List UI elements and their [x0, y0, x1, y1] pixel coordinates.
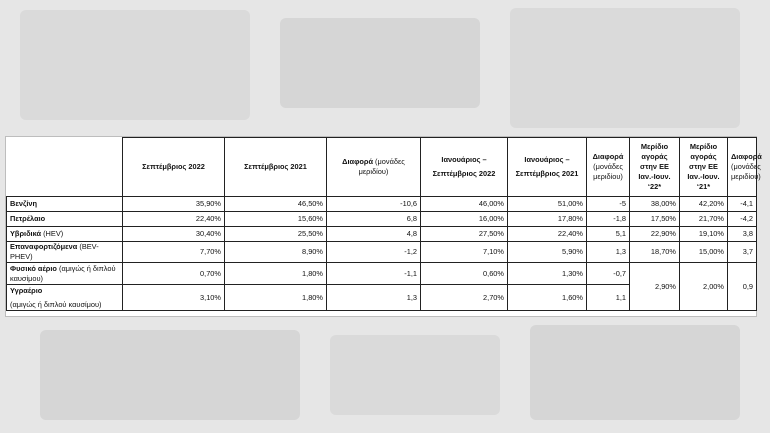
- cell-eu22: 38,00%: [630, 197, 680, 212]
- header-ytd2022-line2: Σεπτέμβριος 2022: [432, 169, 496, 178]
- cell-diff3: -4,1: [728, 197, 757, 212]
- cell-sep2021: 15,60%: [225, 212, 327, 227]
- cell-ytd2021: 1,60%: [508, 285, 587, 311]
- header-eu-share21: [680, 138, 728, 197]
- row-label-main: Υβριδικά: [10, 229, 42, 238]
- cell-diff3: -4,2: [728, 212, 757, 227]
- row-label-sub: (HEV): [43, 229, 64, 238]
- cell-ytd2021: 51,00%: [508, 197, 587, 212]
- header-eu21-l3: στην ΕΕ: [689, 162, 718, 171]
- cell-ytd2022: 2,70%: [421, 285, 508, 311]
- header-diff3-main: Διαφορά: [731, 152, 762, 161]
- fuel-share-table-image: [6, 137, 762, 316]
- cell-diff2: 5,1: [587, 227, 630, 242]
- cell-diff2: 1,3: [587, 242, 630, 263]
- cell-diff2: -0,7: [587, 263, 630, 285]
- header-ytd2021-line1: Ιανουάριος –: [524, 155, 570, 164]
- cell-ytd2022: 7,10%: [421, 242, 508, 263]
- header-diff2-sub: (μονάδες μεριδίου): [593, 162, 623, 181]
- cell-sep2021: 25,50%: [225, 227, 327, 242]
- cell-eu22: 17,50%: [630, 212, 680, 227]
- header-diff2: [587, 138, 630, 197]
- header-eu22-l2: αγοράς: [641, 152, 668, 161]
- header-diff3-sub: (μονάδες μεριδίου): [731, 162, 761, 181]
- header-ytd2021: [508, 138, 587, 197]
- cell-sep2021: 46,50%: [225, 197, 327, 212]
- header-eu21-l5: ‘21*: [696, 182, 711, 191]
- header-eu21-l1: Μερίδιο: [689, 142, 718, 151]
- row-label-sub: (αμιγώς ή διπλού καυσίμου): [10, 299, 102, 309]
- cell-ytd2022: 16,00%: [421, 212, 508, 227]
- cell-ytd2021: 22,40%: [508, 227, 587, 242]
- cell-diff2: -5: [587, 197, 630, 212]
- cell-ytd2022: 46,00%: [421, 197, 508, 212]
- cell-sep2022: 3,10%: [123, 285, 225, 311]
- cell-sep2021: 1,80%: [225, 285, 327, 311]
- header-ytd2022-line1: Ιανουάριος –: [441, 155, 487, 164]
- header-ytd2022: [421, 138, 508, 197]
- header-diff-sub: (μονάδες μεριδίου): [358, 157, 405, 176]
- row-label: [7, 263, 123, 285]
- cell-diff3: 3,7: [728, 242, 757, 263]
- cell-diff3: 3,8: [728, 227, 757, 242]
- header-eu-share22: [630, 138, 680, 197]
- table-row: [7, 227, 757, 242]
- table-row: [7, 263, 757, 285]
- row-label-sub: (αμιγώς ή διπλού καυσίμου): [10, 263, 116, 283]
- row-label-sub: (BEV-PHEV): [10, 242, 99, 261]
- header-row: [7, 138, 757, 197]
- cell-eu21: 19,10%: [680, 227, 728, 242]
- cell-sep2022: 7,70%: [123, 242, 225, 263]
- header-diff-main: Διαφορά: [342, 157, 373, 166]
- cell-sep2021: 1,80%: [225, 263, 327, 285]
- header-eu22-l5: ‘22*: [647, 182, 662, 191]
- header-diff3: [728, 138, 762, 197]
- cell-diff: -1,2: [327, 242, 421, 263]
- cell-sep2022: 35,90%: [123, 197, 225, 212]
- header-eu21-l2: αγοράς: [690, 152, 717, 161]
- cell-diff2: 1,1: [587, 285, 630, 311]
- cell-diff: 6,8: [327, 212, 421, 227]
- cell-diff: 4,8: [327, 227, 421, 242]
- cell-diff3-merged: 0,9: [728, 263, 757, 311]
- row-label-main: Φυσικό αέριο: [10, 263, 57, 273]
- table-row: [7, 197, 757, 212]
- table-row: [7, 242, 757, 263]
- cell-eu22: 22,90%: [630, 227, 680, 242]
- cell-eu22: 18,70%: [630, 242, 680, 263]
- header-sep2021: Σεπτέμβριος 2021: [225, 138, 327, 197]
- fuel-share-table: [6, 137, 762, 311]
- header-eu21-l4: Ιαν.-Ιουν.: [687, 172, 720, 181]
- header-sep2022: Σεπτέμβριος 2022: [123, 138, 225, 197]
- cell-sep2022: 0,70%: [123, 263, 225, 285]
- cell-eu21-merged: 2,00%: [680, 263, 728, 311]
- row-label-main: Υγραέριο: [10, 285, 43, 295]
- row-label: [7, 227, 123, 242]
- cell-diff: -10,6: [327, 197, 421, 212]
- header-eu22-l4: Ιαν.-Ιουν.: [638, 172, 671, 181]
- header-diff: [327, 138, 421, 197]
- cell-ytd2021: 17,80%: [508, 212, 587, 227]
- row-label-main: Επαναφορτιζόμενα: [10, 242, 78, 251]
- table-row: [7, 212, 757, 227]
- cell-eu22-merged: 2,90%: [630, 263, 680, 311]
- cell-eu21: 42,20%: [680, 197, 728, 212]
- header-diff2-main: Διαφορά: [592, 152, 624, 161]
- cell-sep2021: 8,90%: [225, 242, 327, 263]
- cell-ytd2022: 0,60%: [421, 263, 508, 285]
- cell-eu21: 21,70%: [680, 212, 728, 227]
- cell-diff: -1,1: [327, 263, 421, 285]
- header-ytd2021-line2: Σεπτέμβριος 2021: [515, 169, 579, 178]
- cell-diff2: -1,8: [587, 212, 630, 227]
- cell-sep2022: 30,40%: [123, 227, 225, 242]
- row-label: [7, 285, 123, 311]
- header-eu22-l1: Μερίδιο: [640, 142, 669, 151]
- header-corner: [7, 138, 123, 197]
- cell-ytd2021: 1,30%: [508, 263, 587, 285]
- cell-diff: 1,3: [327, 285, 421, 311]
- cell-eu21: 15,00%: [680, 242, 728, 263]
- cell-ytd2021: 5,90%: [508, 242, 587, 263]
- row-label: Βενζίνη: [7, 197, 123, 212]
- row-label: [7, 242, 123, 263]
- row-label: Πετρέλαιο: [7, 212, 123, 227]
- cell-ytd2022: 27,50%: [421, 227, 508, 242]
- cell-sep2022: 22,40%: [123, 212, 225, 227]
- header-eu22-l3: στην ΕΕ: [640, 162, 669, 171]
